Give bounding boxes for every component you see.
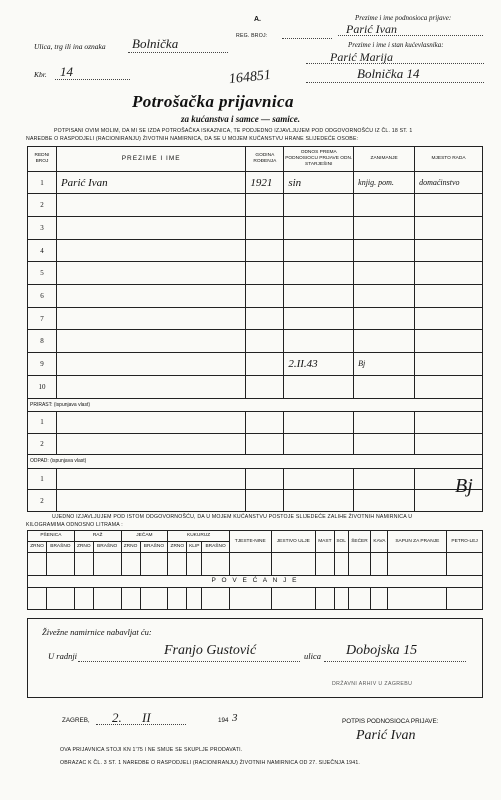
col-godina: GODINA ROĐENJA (246, 147, 284, 172)
stock-sub-header: BRAŠNO (47, 542, 75, 553)
intro-line-1: POTPISANI OVIM MOLIM, DA MI SE IZDA POTROŠAČKA ISKAZNICA, TE PODJEDNO IZJAVLJUJEM POD ODGOVORNOŠĆU IZ ČL. 18 ST. 1 (54, 128, 413, 134)
applicant-signature: Parić Ivan (356, 728, 416, 743)
stock-cell (168, 553, 187, 575)
relation (284, 262, 354, 285)
signature-mark: Bj (455, 475, 473, 497)
work-place (415, 194, 483, 217)
table-row (28, 239, 483, 262)
col-tjestenine: TJESTE-NINE (229, 531, 271, 553)
row-number: 7 (28, 307, 57, 330)
povecanje-row (28, 575, 483, 587)
occupation: Bj (354, 353, 415, 376)
stock-increase-row (28, 587, 483, 609)
col-petrolej: PETRO-LEJ (447, 531, 483, 553)
stock-cell (93, 587, 121, 609)
work-place (415, 217, 483, 240)
stock-cell (187, 587, 202, 609)
table-row (28, 411, 483, 433)
stock-cell (348, 553, 371, 575)
table-row (28, 171, 483, 194)
occupation (354, 217, 415, 240)
stock-sub-header: ZRNO (74, 542, 93, 553)
col-ulje: JESTIVO ULJE (271, 531, 315, 553)
occupation (354, 285, 415, 308)
reg-broj-label: REG. BROJ: (236, 33, 268, 39)
stock-cell (271, 587, 315, 609)
applicant-label: Prezime i ime podnosioca prijave: (355, 14, 452, 22)
occupation (354, 375, 415, 398)
supplier-box (27, 618, 483, 698)
kbr-value: 14 (60, 64, 73, 79)
declaration-line-2: KILOGRAMIMA ODNOSNO LITRAMA : (26, 522, 123, 528)
relation (284, 307, 354, 330)
store-street-label: ulica (304, 651, 321, 661)
table-row (28, 330, 483, 353)
table-row (28, 217, 483, 240)
col-redni-broj: REDNI BROJ (28, 147, 57, 172)
work-place (415, 285, 483, 308)
row-number: 4 (28, 239, 57, 262)
birth-year (246, 353, 284, 376)
stock-sub-header: BRAŠNO (202, 542, 230, 553)
relation: sin (284, 171, 354, 194)
col-secer: ŠEĆER (348, 531, 371, 553)
relation (284, 375, 354, 398)
person-name (56, 330, 245, 353)
person-name (56, 353, 245, 376)
intro-line-2: NAREDBE O RASPODJELI (RACIONIRANJU) ŽIVOTNIH NAMIRNICA, DA SE U MOJEM KUĆANSTVU HRANE SLIJEDEĆE OSOBE: (26, 136, 359, 142)
row-number: 2 (28, 194, 57, 217)
work-place (415, 330, 483, 353)
row-number: 2 (28, 490, 57, 512)
stock-sub-header: KLIP (187, 542, 202, 553)
stock-table (27, 530, 483, 610)
form-title: Potrošačka prijavnica (132, 92, 294, 111)
stock-cell (371, 587, 388, 609)
odpad-label: ODPAD: (ispunjava vlast) (28, 455, 483, 468)
applicant-value: Parić Ivan (346, 22, 397, 36)
work-place (415, 353, 483, 376)
occupation (354, 194, 415, 217)
stock-cell (447, 553, 483, 575)
row-number: 10 (28, 375, 57, 398)
stock-cell (187, 553, 202, 575)
stock-cell (316, 587, 335, 609)
stock-cell (271, 553, 315, 575)
col-kava: KAVA (371, 531, 388, 553)
row-number: 8 (28, 330, 57, 353)
col-prezime-ime: PREZIME I IME (56, 147, 245, 172)
stock-cell (388, 587, 447, 609)
work-place (415, 262, 483, 285)
stock-cell (202, 553, 230, 575)
table-row (28, 490, 483, 512)
stock-cell (229, 587, 271, 609)
stamp-number: 164851 (228, 67, 272, 88)
stock-group-row (28, 531, 483, 542)
row-number: 1 (28, 171, 57, 194)
relation: 2.II.43 (284, 353, 354, 376)
table-row (28, 262, 483, 285)
group-jecam: JEČAM (121, 531, 168, 542)
stock-cell (93, 553, 121, 575)
stock-cell (229, 553, 271, 575)
birth-year (246, 239, 284, 262)
street-label: Ulica, trg ili ina oznaka (34, 42, 106, 51)
person-name (56, 262, 245, 285)
group-kukuruz: KUKURUZ (168, 531, 230, 542)
stock-cell (202, 587, 230, 609)
stock-cell (316, 553, 335, 575)
letter-a: A. (254, 16, 261, 23)
stock-cell (334, 553, 348, 575)
person-name (56, 239, 245, 262)
occupation (354, 330, 415, 353)
stock-cell (121, 587, 140, 609)
birth-year (246, 262, 284, 285)
occupation (354, 262, 415, 285)
work-place (415, 239, 483, 262)
prirast-label: PRIRAST: (ispunjava vlast) (28, 398, 483, 411)
persons-table-header (28, 147, 483, 172)
stock-sub-header: BRAŠNO (93, 542, 121, 553)
col-sapun: SAPUN ZA PRANJE (388, 531, 447, 553)
birth-year: 1921 (246, 171, 284, 194)
person-name: Parić Ivan (56, 171, 245, 194)
stock-sub-header: ZRNO (28, 542, 47, 553)
stock-sub-header: BRAŠNO (140, 542, 168, 553)
footer-note-2: OBRAZAC K ČL. 3 ST. 1 NAREDBE O RASPODJELI (RACIONIRANJU) ŽIVOTNIH NAMIRNICA OD 27. SIJEČNJA 1941. (60, 760, 361, 766)
kbr-label: Kbr. (34, 70, 47, 79)
row-number: 6 (28, 285, 57, 308)
row-number: 3 (28, 217, 57, 240)
stock-cell (447, 587, 483, 609)
stock-cell (74, 553, 93, 575)
group-psenica: PŠENICA (28, 531, 75, 542)
relation (284, 217, 354, 240)
col-zanimanje: ZANIMANJE (354, 147, 415, 172)
row-number: 1 (28, 411, 57, 433)
signature-label: POTPIS PODNOSIOCA PRIJAVE: (342, 718, 439, 725)
person-name (56, 285, 245, 308)
date-month: II (142, 710, 151, 725)
tenant-label: Prezime i ime i stan kućevlasnika: (348, 41, 444, 49)
birth-year (246, 194, 284, 217)
prirast-header-row (28, 398, 483, 411)
archive-stamp: DRŽAVNI ARHIV U ZAGREBU (332, 681, 413, 687)
stock-cell (74, 587, 93, 609)
table-row (28, 433, 483, 455)
table-row (28, 194, 483, 217)
row-number: 1 (28, 468, 57, 490)
relation (284, 239, 354, 262)
tenant-value: Parić Marija (330, 50, 393, 64)
birth-year (246, 375, 284, 398)
table-row (28, 307, 483, 330)
occupation: knjig. pom. (354, 171, 415, 194)
work-place (415, 307, 483, 330)
table-row (28, 353, 483, 376)
occupation (354, 307, 415, 330)
row-number: 5 (28, 262, 57, 285)
col-mast: MAST (316, 531, 335, 553)
birth-year (246, 330, 284, 353)
date-year-suffix: 3 (232, 712, 238, 724)
stock-cell (28, 553, 47, 575)
footer-note-1: OVA PRIJAVNICA STOJI KN 1'75 I NE SMIJE SE SKUPLJE PRODAVATI. (60, 747, 243, 753)
stock-cell (168, 587, 187, 609)
store-value: Franjo Gustović (164, 643, 257, 658)
store-label: U radnji (48, 651, 78, 661)
table-row (28, 375, 483, 398)
person-name (56, 194, 245, 217)
stock-cell (371, 553, 388, 575)
stock-cell (388, 553, 447, 575)
store-street-value: Dobojska 15 (346, 643, 418, 658)
work-place: domaćinstvo (415, 171, 483, 194)
stock-cell (28, 587, 47, 609)
birth-year (246, 285, 284, 308)
col-odnos: ODNOS PREMA PODNOSIOCU PRIJAVE ODN. STARJEŠINI (284, 147, 354, 172)
povecanje-label: P O V E Ć A N J E (28, 575, 483, 587)
table-row (28, 468, 483, 490)
declaration-line-1: UJEDNO IZJAVLJUJEM POD ISTOM ODGOVORNOŠĆU, DA U MOJEM KUĆANSTVU POSTOJE SLIJEDEĆE ZALIHE ŽIVOTNIH NAMIRNICA U (52, 514, 413, 520)
stock-cell (140, 553, 168, 575)
row-number: 9 (28, 353, 57, 376)
form-subtitle: za kućanstva i samce — samice. (181, 114, 300, 124)
stock-cell (47, 553, 75, 575)
stock-cell (121, 553, 140, 575)
col-sol: SOL (334, 531, 348, 553)
occupation (354, 239, 415, 262)
stock-sub-header: ZRNO (121, 542, 140, 553)
date-day: 2. (112, 710, 122, 725)
relation (284, 194, 354, 217)
table-row (28, 285, 483, 308)
stock-cell (334, 587, 348, 609)
group-raz: RAŽ (74, 531, 121, 542)
persons-table (27, 146, 483, 512)
tenant-address: Bolnička 14 (357, 66, 420, 81)
birth-year (246, 307, 284, 330)
person-name (56, 375, 245, 398)
row-number: 2 (28, 433, 57, 455)
birth-year (246, 217, 284, 240)
stock-sub-header: ZRNO (168, 542, 187, 553)
person-name (56, 217, 245, 240)
person-name (56, 307, 245, 330)
stock-cell (348, 587, 371, 609)
odpad-header-row (28, 455, 483, 468)
stock-cell (140, 587, 168, 609)
relation (284, 285, 354, 308)
place-label: ZAGREB, (62, 717, 90, 724)
relation (284, 330, 354, 353)
work-place (415, 375, 483, 398)
street-value: Bolnička (132, 36, 179, 51)
date-year-prefix: 194 (218, 717, 229, 724)
supplier-label: Živežne namirnice nabavljat ću: (42, 627, 152, 637)
stock-cell (47, 587, 75, 609)
col-mjesto-rada: MJESTO RADA (415, 147, 483, 172)
stock-values-row (28, 553, 483, 575)
